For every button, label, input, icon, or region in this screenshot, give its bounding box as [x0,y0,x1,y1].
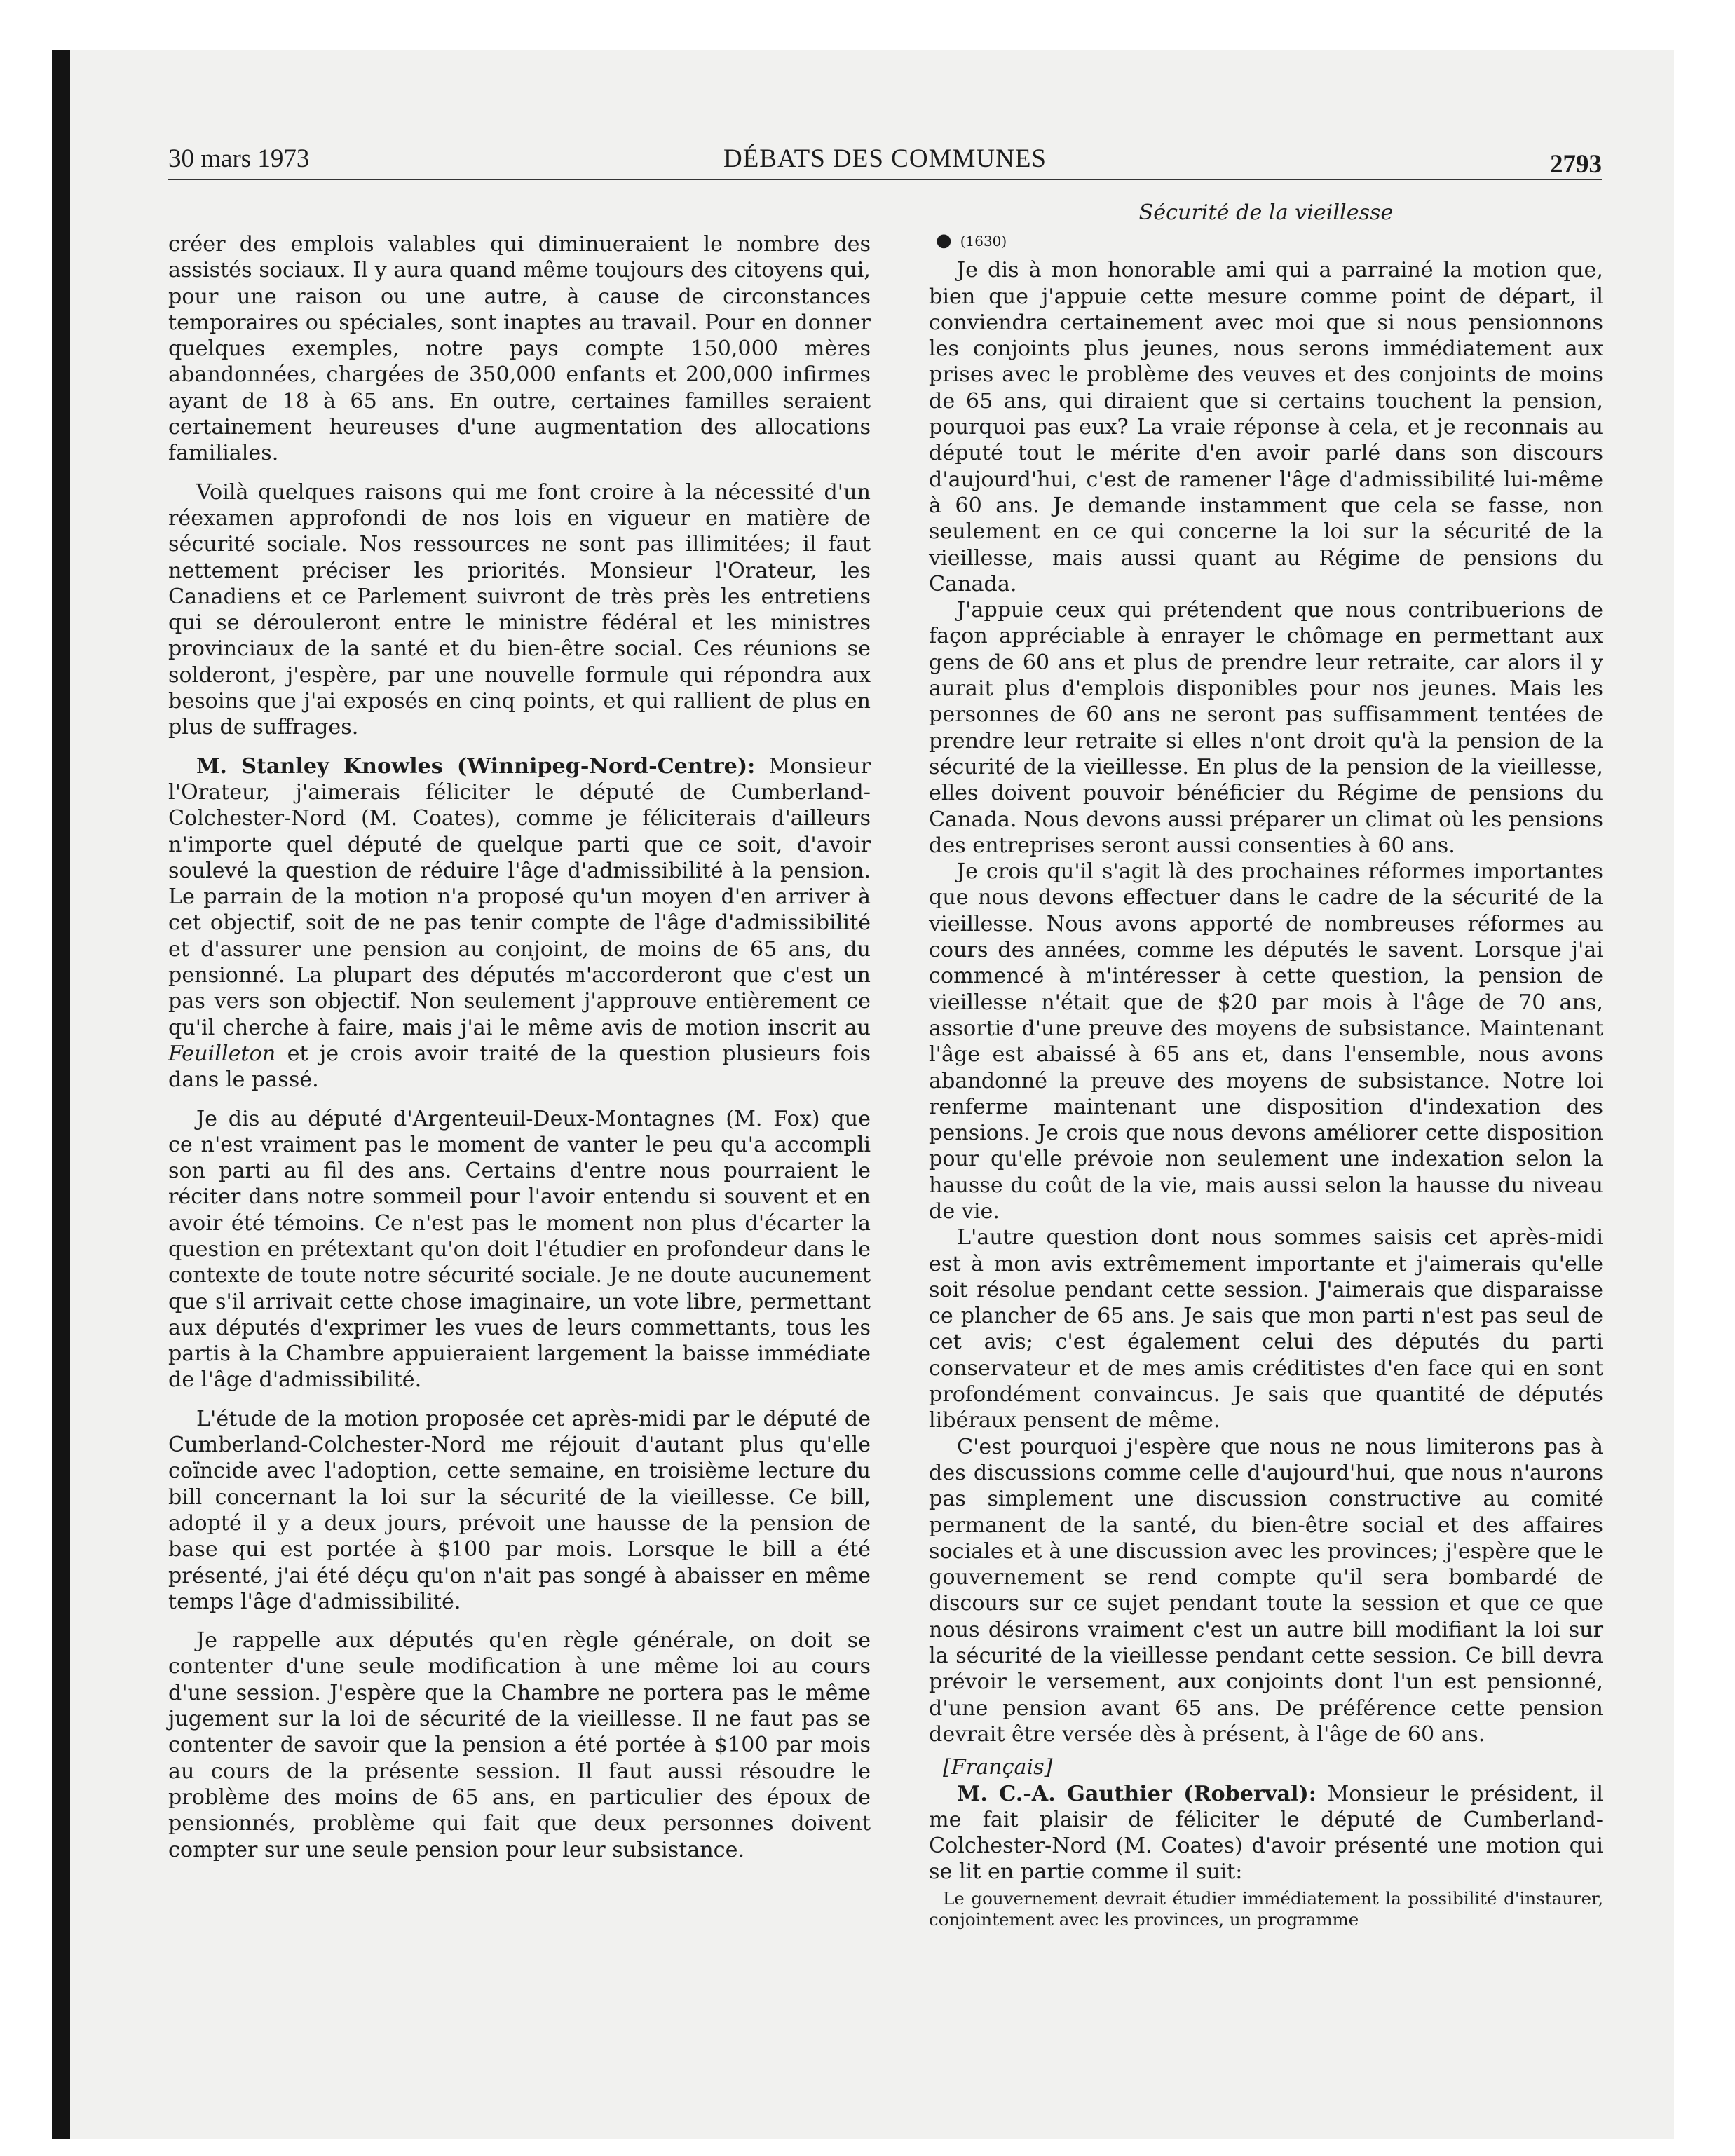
timestamp [929,230,1603,252]
section-heading: Sécurité de la vieillesse [1138,200,1394,225]
bullet-icon: ● [936,230,952,252]
page-header [168,144,1602,180]
language-tag: [Français] [943,1755,1053,1780]
paragraph: Je crois qu'il s'agit là des prochaines réformes importantes que nous devons effectuer dans le cadre de la sécurité de la vieillesse. Nous avons apporté de nombreuses réformes au cours des années, comme les députés le savent. Lorsque j'ai commencé à m'intéresser à cette question, la pension de vieillesse n'était que de $20 par mois à l'âge de 70 ans, assortie d'une preuve des moyens de subsistance. Maintenant l'âge est abaissé à 65 ans et, dans l'ensemble, nous avons abandonné la preuve des moyens de subsistance. Notre loi renferme maintenant une disposition d'indexation des pensions. Je crois que nous devons améliorer cette disposition pour qu'elle prévoie non seulement une indexation selon la hausse du coût de la vie, mais aussi selon la hausse du niveau de vie. [929,859,1603,1224]
paragraph: Je rappelle aux députés qu'en règle générale, on doit se contenter d'une seule modification à une même loi au cours d'une session. J'espère que la Chambre ne portera pas le même jugement sur la loi de sécurité de la vieillesse. Il ne faut pas se contenter de savoir que la pension a été portée à $100 par mois au cours de la présente session. Il faut aussi résoudre le problème des moins de 65 ans, en particulier des époux de pensionnés, problème qui fait que deux personnes doivent compter sur une seule pension pour leur subsistance. [168,1628,871,1862]
page-number: 2793 [1550,150,1602,179]
paragraph-text: et je crois avoir traité de la question plusieurs fois dans le passé. [168,1041,871,1093]
italic-term: Feuilleton [168,1041,276,1066]
paragraph [929,1781,1603,1885]
speaker-name: M. Stanley Knowles (Winnipeg-Nord-Centre): [196,753,756,779]
paragraph: Voilà quelques raisons qui me font croire à la nécessité d'un réexamen approfondi de nos lois en vigueur en matière de sécurité sociale. Nos ressources ne sont pas illimitées; il faut nettement préciser les priorités. Monsieur l'Orateur, les Canadiens et ce Parlement suivront de très près les entretiens qui se dérouleront entre le ministre fédéral et les ministres provinciaux de la santé et du bien-être social. Ces réunions se solderont, j'espère, par une nouvelle formule qui répondra aux besoins que j'ai exposés en cinq points, et qui rallient de plus en plus de suffrages. [168,479,871,740]
right-column [929,200,1603,1930]
paragraph: L'étude de la motion proposée cet après-midi par le député de Cumberland-Colchester-Nord me réjouit d'autant plus qu'elle coïncide avec l'adoption, cette semaine, en troisième lecture du bill concernant la loi sur la sécurité de la vieillesse. Ce bill, adopté il y a deux jours, prévoit une hausse de la pension de base qui est portée à $100 par mois. Lorsque le bill a été présenté, j'ai été déçu qu'on n'ait pas songé à abaisser en même temps l'âge d'admissibilité. [168,1406,871,1614]
paragraph: créer des emplois valables qui diminueraient le nombre des assistés sociaux. Il y aura quand même toujours des citoyens qui, pour une raison ou une autre, à cause de circonstances temporaires ou spéciales, sont inaptes au travail. Pour en donner quelques exemples, notre pays compte 150,000 mères abandonnées, chargées de 350,000 enfants et 200,000 infirmes ayant de 18 à 65 ans. En outre, certaines familles seraient certainement heureuses d'une augmentation des allocations familiales. [168,232,871,466]
header-date: 30 mars 1973 [168,144,310,173]
paragraph: C'est pourquoi j'espère que nous ne nous limiterons pas à des discussions comme celle d'aujourd'hui, que nous n'aurons pas simplement une discussion constructive au comité permanent de la santé, du bien-être social et des affaires sociales et à une discussion avec les provinces; j'espère que le gouvernement se rend compte qu'il sera bombardé de discours sur ce sujet pendant toute la session et que ce que nous désirons vraiment c'est un autre bill modifiant la loi sur la sécurité de la vieillesse pendant cette session. Ce bill devra prévoir le versement, aux conjoints dont l'un est pensionné, d'une pension avant 65 ans. De préférence cette pension devrait être versée dès à présent, à l'âge de 60 ans. [929,1434,1603,1747]
paragraph: Je dis au député d'Argenteuil-Deux-Montagnes (M. Fox) que ce n'est vraiment pas le moment de vanter le peu qu'a accompli son parti au fil des ans. Certains d'entre nous pourraient le réciter dans notre sommeil pour l'avoir entendu si souvent et en avoir été témoins. Ce n'est pas le moment non plus d'écarter la question en prétextant qu'on doit l'étudier en profondeur dans le contexte de toute notre sécurité sociale. Je ne doute aucunement que s'il arrivait cette chose imaginaire, un vote libre, permettant aux députés d'exprimer les vues de leurs commettants, tous les partis à la Chambre appuieraient largement la baisse immédiate de l'âge d'admissibilité. [168,1106,871,1393]
paragraph [168,753,871,1093]
paragraph: Je dis à mon honorable ami qui a parrainé la motion que, bien que j'appuie cette mesure comme point de départ, il conviendra certainement avec moi que si nous pensionnons les conjoints plus jeunes, nous serons immédiatement aux prises avec le problème des veuves et des conjoints de moins de 65 ans, qui diraient que si certains touchent la pension, pourquoi pas eux? La vraie réponse à cela, et je reconnais au député tout le mérite d'en avoir parlé dans son discours d'aujourd'hui, c'est de ramener l'âge d'admissibilité lui-même à 60 ans. Je demande instamment que cela se fasse, non seulement en ce qui concerne la loi sur la sécurité de la vieillesse, mais aussi quant au Régime de pensions du Canada. [929,258,1603,596]
paragraph: J'appuie ceux qui prétendent que nous contribuerions de façon appréciable à enrayer le chômage en permettant aux gens de 60 ans et plus de prendre leur retraite, car alors il y aurait plus d'emplois disponibles pour nos jeunes. Mais les personnes de 60 ans ne seront pas suffisamment tentées de prendre leur retraite si elles n'ont droit qu'à la pension de la sécurité de la vieillesse. En plus de la pension de la vieillesse, elles doivent pouvoir bénéficier du Régime de pensions du Canada. Nous devons aussi préparer un climat où les pensions des entreprises seront aussi consenties à 60 ans. [929,598,1603,858]
paragraph-text: Monsieur l'Orateur, j'aimerais féliciter le député de Cumberland-Colchester-Nord (M. Coates), comme je féliciterais d'ailleurs n'importe quel député de quelque parti que ce soit, d'avoir soulevé la question de réduire l'âge d'admissibilité à la pension. Le parrain de la motion n'a proposé qu'un moyen d'en arriver à cet objectif, soit de ne pas tenir compte de l'âge d'admissibilité et d'assurer une pension au conjoint, de moins de 65 ans, du pensionné. La plupart des députés m'accorderont que c'est un pas vers son objectif. Non seulement j'approuve entièrement ce qu'il cherche à faire, mais j'ai le même avis de motion inscrit au [168,753,871,1040]
paragraph-text: Monsieur le président, il me fait plaisir de féliciter le député de Cumberland-Colchester-Nord (M. Coates) d'avoir présenté une motion qui se lit en partie comme il suit: [929,1781,1603,1885]
quoted-motion: Le gouvernement devrait étudier immédiatement la possibilité d'instaurer, conjointement avec les provinces, un programme [929,1888,1603,1930]
header-title: DÉBATS DES COMMUNES [723,144,1047,173]
paragraph: L'autre question dont nous sommes saisis cet après-midi est à mon avis extrêmement importante et j'aimerais qu'elle soit résolue pendant cette session. J'aimerais que disparaisse ce plancher de 65 ans. Je sais que mon parti n'est pas seul de cet avis; c'est également celui des députés du parti conservateur et de mes amis créditistes d'en face qui en sont profondément convaincus. Je sais que quantité de députés libéraux pensent de même. [929,1225,1603,1433]
speaker-name: M. C.-A. Gauthier (Roberval): [957,1781,1316,1806]
timestamp-text: (1630) [960,233,1007,250]
left-column [168,231,871,1863]
